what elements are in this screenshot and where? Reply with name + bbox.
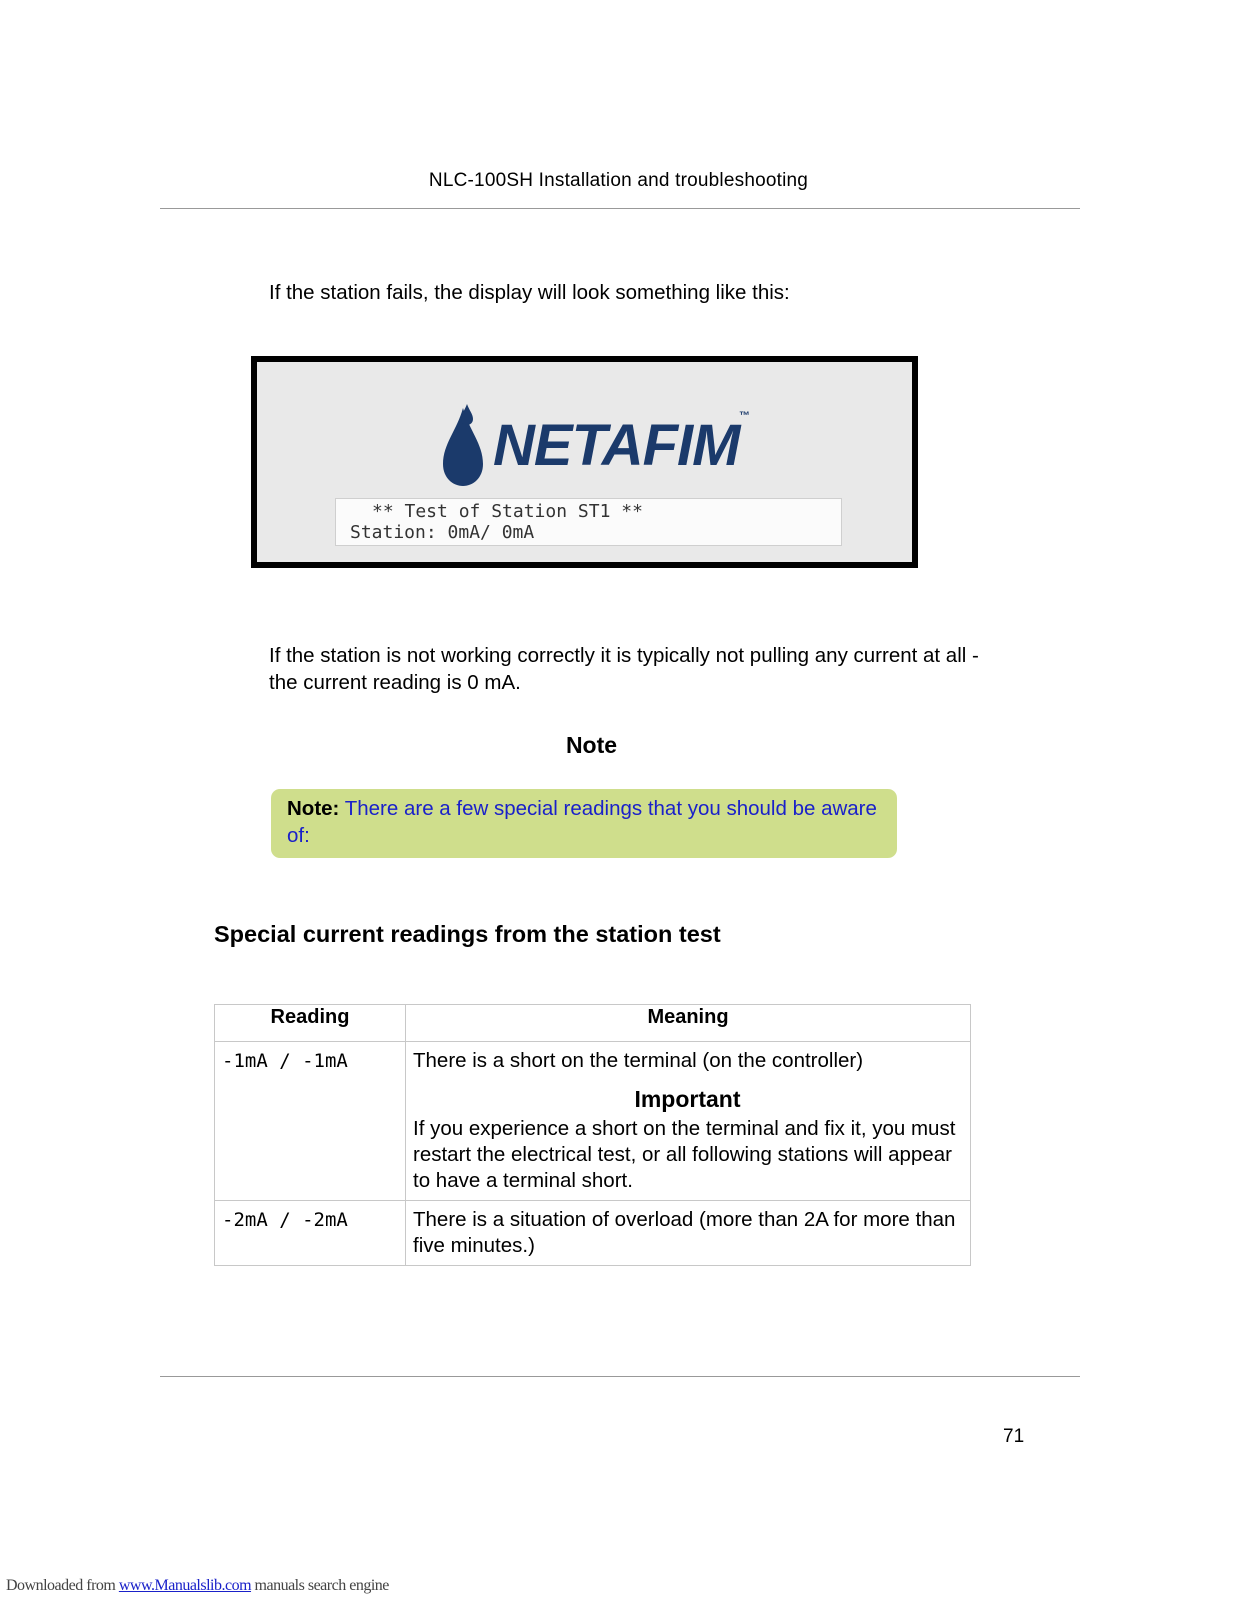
meaning-cell <box>406 1042 971 1201</box>
explanation-paragraph: If the station is not working correctly it is typically not pulling any current at all - the current reading is 0 mA. <box>269 644 979 694</box>
reading-cell: -1mA / -1mA <box>215 1042 406 1201</box>
special-readings-table <box>214 1004 971 1266</box>
note-heading: Note <box>565 732 618 758</box>
lcd-line-2: Station: 0mA/ 0mA <box>350 522 535 543</box>
water-drop-icon <box>437 402 489 488</box>
important-title: Important <box>634 1086 741 1112</box>
manualslib-link[interactable]: www.Manualslib.com <box>118 1577 252 1594</box>
section-heading: Special current readings from the station test <box>214 921 721 947</box>
table-row <box>215 1042 971 1201</box>
footer-suffix: manuals search engine <box>251 1577 389 1594</box>
page-header-title: NLC-100SH Installation and troubleshooting <box>428 170 809 191</box>
note-callout <box>271 789 897 858</box>
footer-rule <box>160 1376 1080 1377</box>
lcd-line-1: ** Test of Station ST1 ** <box>372 501 643 522</box>
column-header-reading: Reading <box>215 1005 406 1042</box>
column-header-meaning: Meaning <box>406 1005 971 1042</box>
important-text: If you experience a short on the terminal and fix it, you must restart the electrical test, or all following stations will appear to have a terminal short. <box>413 1117 956 1192</box>
page-number: 71 <box>1003 1426 1025 1447</box>
download-footer <box>6 1577 389 1595</box>
trademark-symbol: ™ <box>739 410 750 422</box>
netafim-logo <box>437 402 757 492</box>
table-row <box>215 1201 971 1266</box>
controller-display-image <box>251 356 918 568</box>
meaning-text: There is a short on the terminal (on the controller) <box>413 1049 864 1072</box>
intro-paragraph: If the station fails, the display will look something like this: <box>269 281 790 304</box>
netafim-brand-text: NETAFIM <box>493 413 740 478</box>
lcd-readout <box>335 498 842 546</box>
header-rule <box>160 208 1080 209</box>
footer-prefix: Downloaded from <box>6 1577 119 1594</box>
reading-cell: -2mA / -2mA <box>215 1201 406 1266</box>
note-lead: Note: <box>287 797 340 820</box>
meaning-cell: There is a situation of overload (more than 2A for more than five minutes.) <box>406 1201 971 1266</box>
table-header-row <box>215 1005 971 1042</box>
note-text: There are a few special readings that you should be aware of: <box>287 797 877 847</box>
